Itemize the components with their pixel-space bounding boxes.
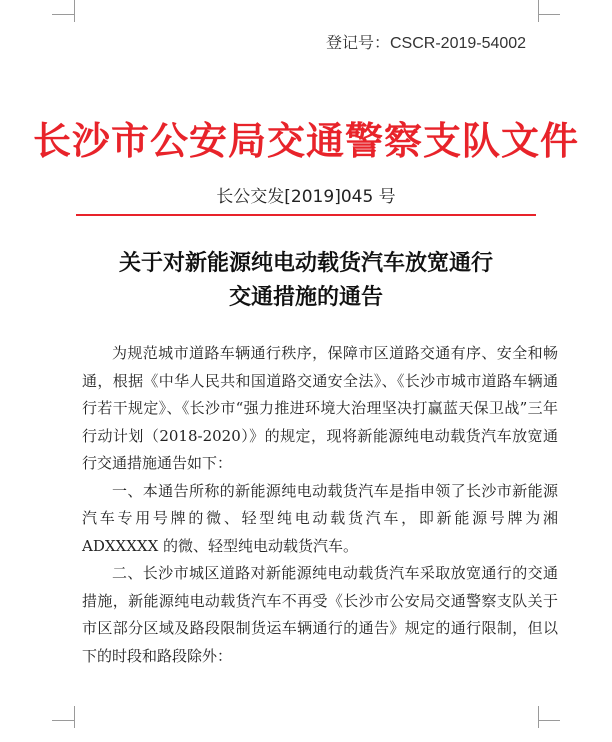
issuing-authority-title: 长沙市公安局交通警察支队文件: [32, 118, 579, 163]
registration-number: 登记号：CSCR-2019-54002: [326, 35, 527, 52]
red-divider: [76, 214, 536, 216]
notice-title-line-1: 关于对新能源纯电动载货汽车放宽通行: [118, 250, 493, 276]
document-number: 长公交发[2019]045 号: [216, 187, 396, 207]
notice-title-line-2: 交通措施的通告: [228, 284, 383, 310]
notice-body: [82, 340, 558, 670]
paragraph-item-2: 二、长沙市城区道路对新能源纯电动载货汽车采取放宽通行的交通措施，新能源纯电动载货汽车不再受《长沙市公安局交通警察支队关于市区部分区域及路段限制货运车辆通行的通告》规定的通行限制，但以下的时段和路段除外：: [82, 564, 558, 665]
paragraph-intro: 为规范城市道路车辆通行秩序，保障市区道路交通有序、安全和畅通，根据《中华人民共和国道路交通安全法》、《长沙市城市道路车辆通行若干规定》、《长沙市“强力推进环境大治理坚决打赢蓝天保卫战”三年行动计划（2018-2020）》的规定，现将新能源纯电动载货汽车放宽通行交通措施通告如下：: [82, 344, 558, 472]
paragraph-item-1: 一、本通告所称的新能源纯电动载货汽车是指申领了长沙市新能源汽车专用号牌的微、轻型纯电动载货汽车，即新能源号牌为湘 ADXXXXX 的微、轻型纯电动载货汽车。: [82, 481, 558, 555]
notice-title: [0, 246, 612, 314]
